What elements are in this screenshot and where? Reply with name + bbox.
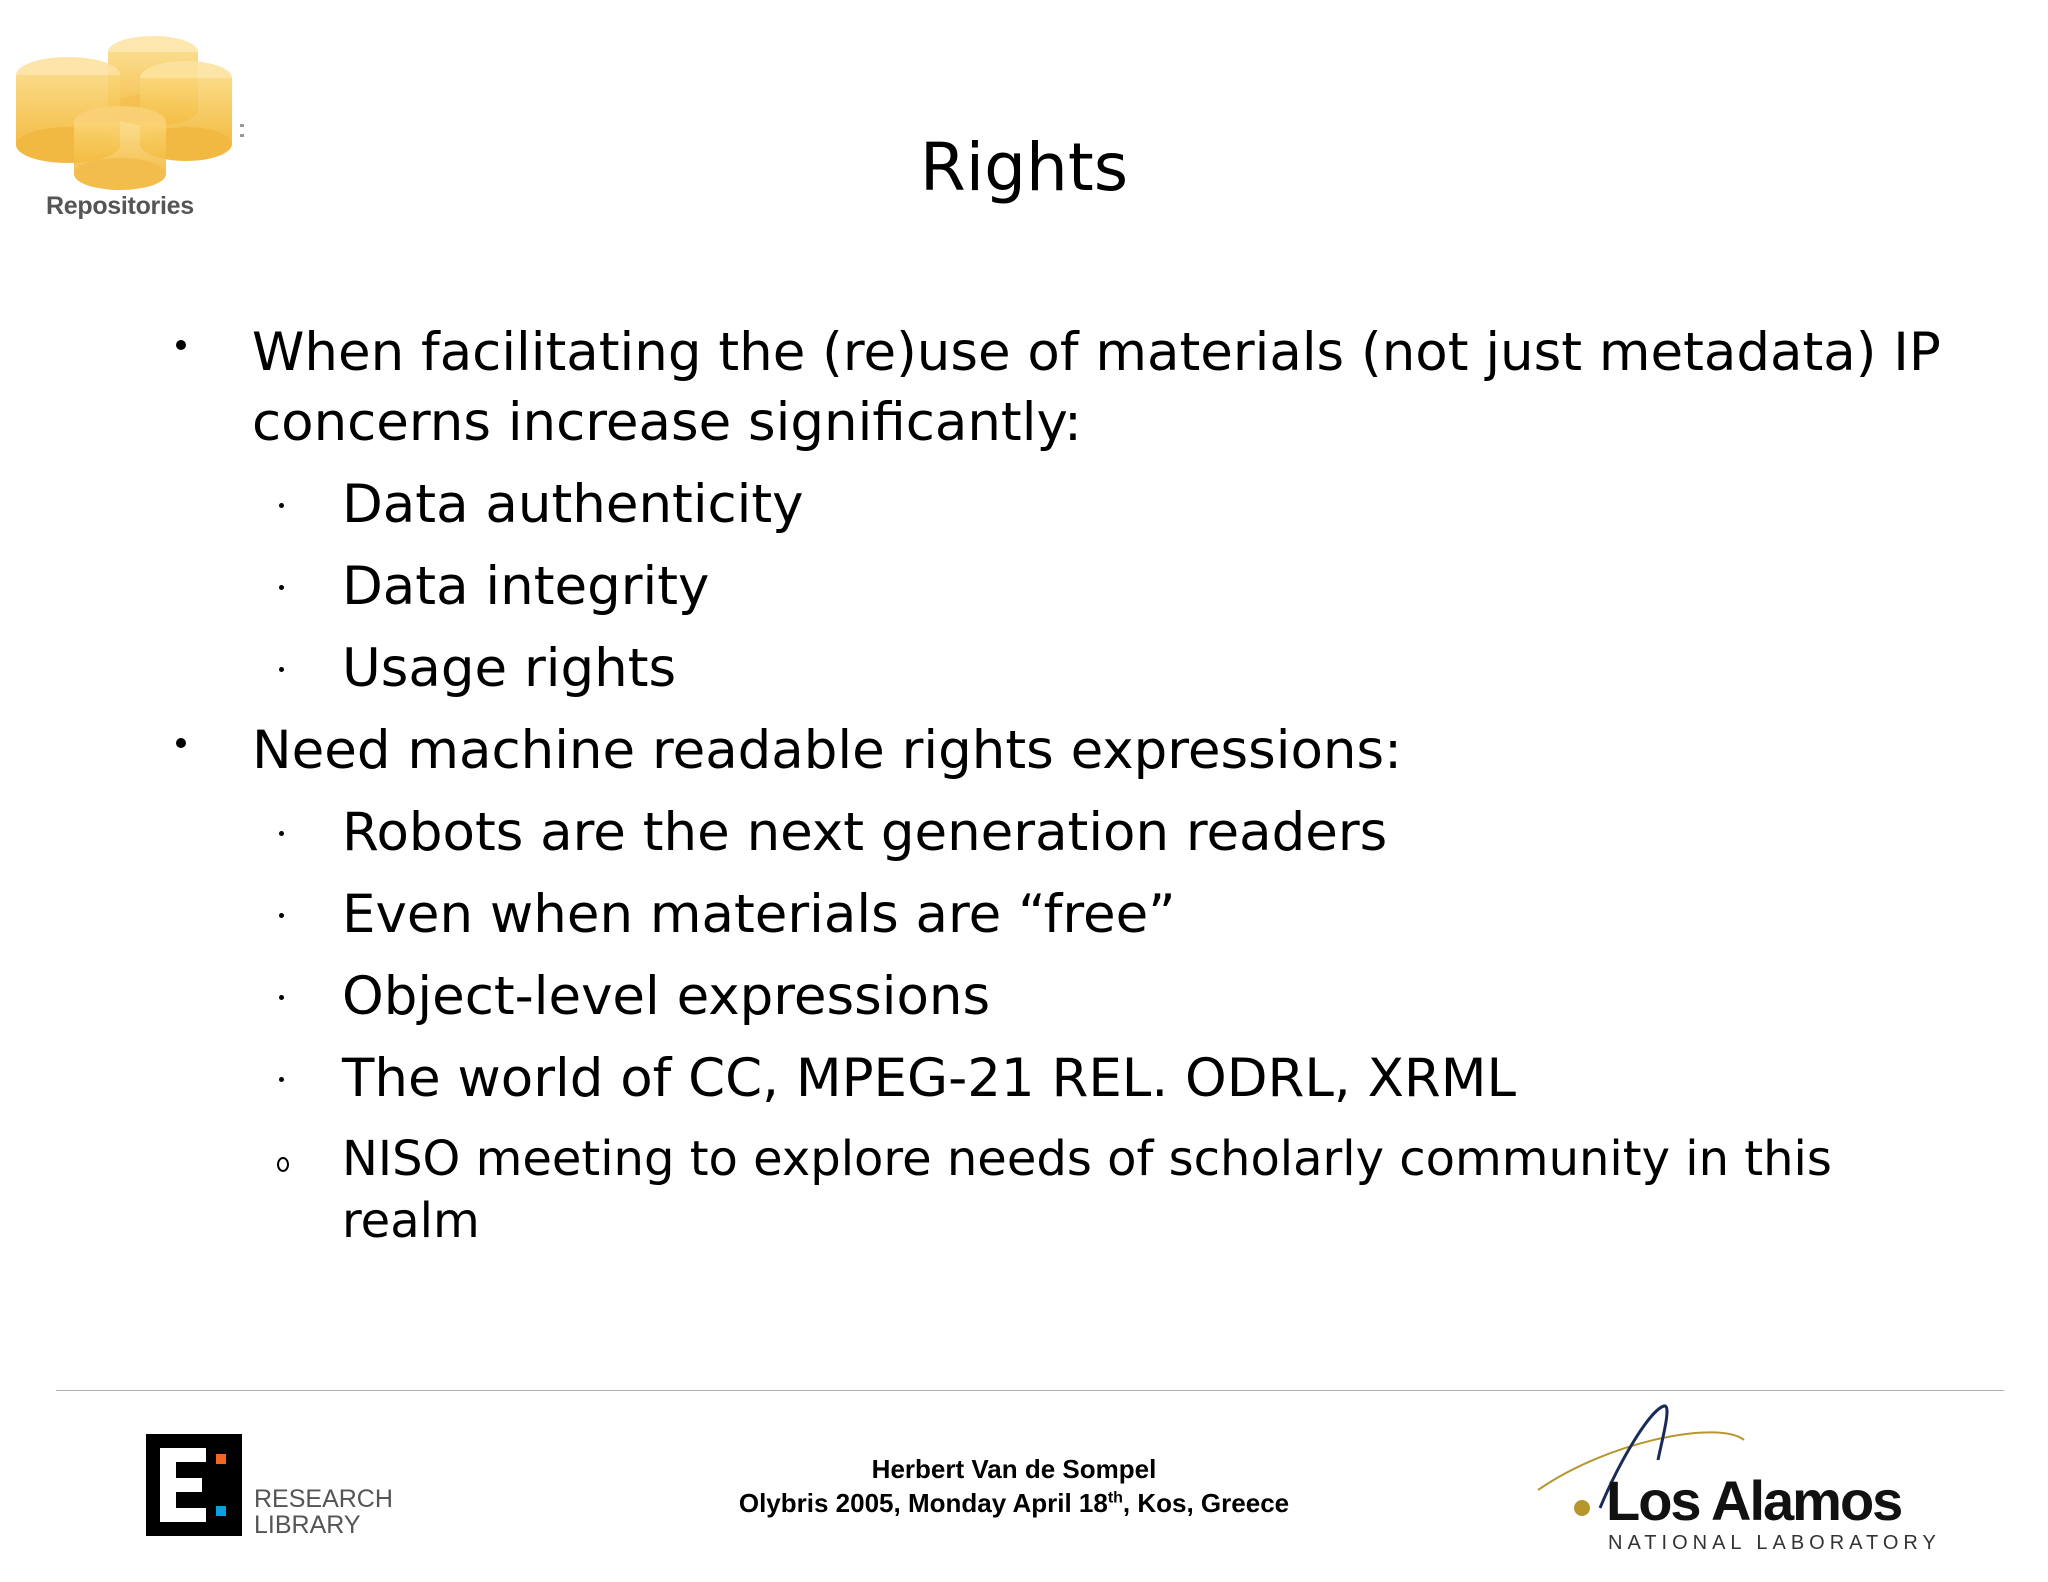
sub-bullet-text: Data integrity <box>342 556 710 617</box>
sub-bullet-dot-icon <box>279 913 284 918</box>
research-library-logo <box>146 1434 242 1536</box>
bullet-text: When facilitating the (re)use of materials (not just metadata) IP concerns increase significantly: <box>252 322 1941 453</box>
sub-bullet-dot-icon <box>279 503 284 508</box>
research-library-line1: RESEARCH <box>254 1485 393 1513</box>
sub-bullet-text: Object-level expressions <box>342 966 991 1027</box>
sub-bullet-dot-icon <box>279 1077 284 1082</box>
lanl-name: Los Alamos <box>1606 1469 1902 1532</box>
sub-bullet-text: Even when materials are “free” <box>342 884 1176 945</box>
repositories-label: Repositories <box>46 192 194 220</box>
footer-event-date: Olybris 2005, Monday April 18 <box>738 1488 1108 1518</box>
sub-bullet-dot-icon <box>279 585 284 590</box>
sub-bullet-text: Usage rights <box>342 638 677 699</box>
lanl-subtitle: NATIONAL LABORATORY <box>1608 1532 1941 1554</box>
research-library-text <box>254 1486 393 1538</box>
sub-bullet-dot-icon <box>279 667 284 672</box>
circle-bullet-icon <box>277 1157 289 1172</box>
sub-bullet-dot-icon <box>279 995 284 1000</box>
bullet-dot-icon <box>176 340 186 350</box>
footer-divider <box>56 1390 2004 1391</box>
los-alamos-logo <box>1530 1400 1950 1560</box>
bullet-dot-icon <box>176 738 186 748</box>
slide-title: Rights <box>919 129 1129 206</box>
footer-event-location: , Kos, Greece <box>1122 1488 1290 1518</box>
footer-event-superscript: th <box>1107 1489 1123 1507</box>
sub-bullet-text: The world of CC, MPEG-21 REL. ODRL, XRML <box>342 1048 1516 1109</box>
research-library-line2: LIBRARY <box>254 1511 361 1539</box>
sub-bullet-dot-icon <box>279 831 284 836</box>
bullet-text: Need machine readable rights expressions: <box>252 720 1402 781</box>
footer-credits <box>614 1452 1414 1520</box>
sub-bullet-text: Data authenticity <box>342 474 804 535</box>
footer-event <box>614 1486 1414 1520</box>
research-library-e-icon <box>146 1434 242 1536</box>
sub-sub-bullet-text: NISO meeting to explore needs of scholarly community in this realm <box>342 1131 1832 1249</box>
sub-bullet-text: Robots are the next generation readers <box>342 802 1388 863</box>
footer-author: Herbert Van de Sompel <box>871 1454 1157 1484</box>
